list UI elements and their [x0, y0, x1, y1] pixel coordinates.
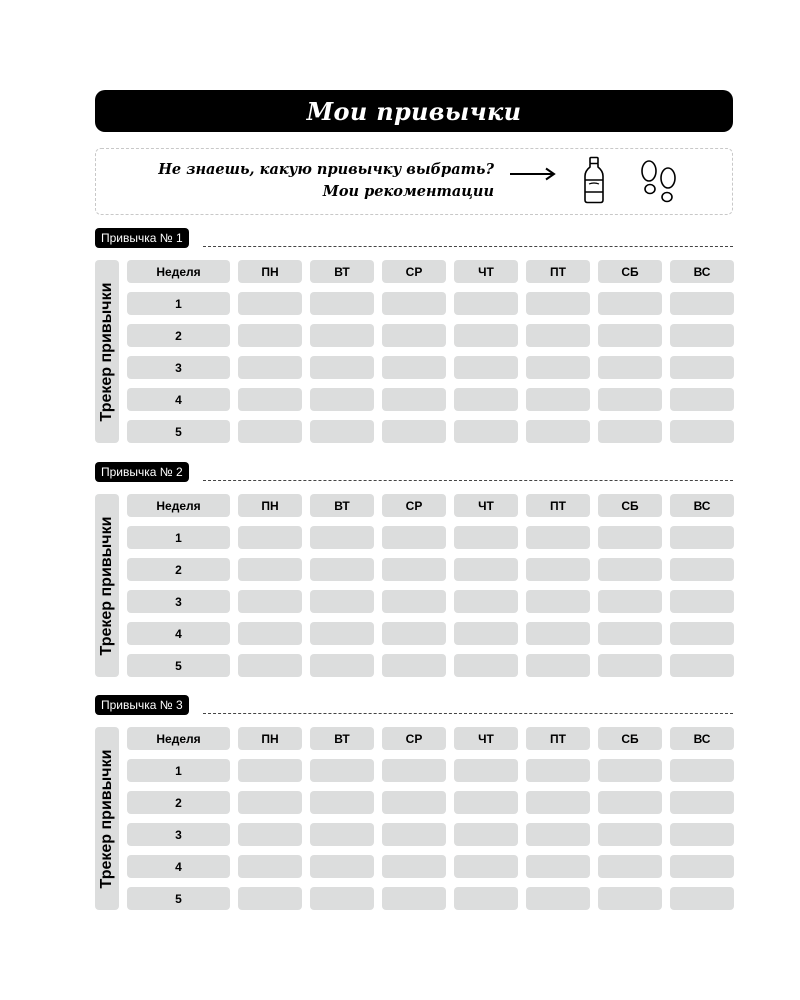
- recommendation-text: [158, 159, 494, 203]
- day-header: СР: [382, 494, 446, 517]
- day-header: ПТ: [526, 260, 590, 283]
- tracker-side-label: Трекер привычки: [95, 727, 119, 910]
- tracker-cell[interactable]: [454, 654, 518, 677]
- day-header: ВТ: [310, 260, 374, 283]
- tracker-cell[interactable]: [310, 887, 374, 910]
- tracker-cell[interactable]: [238, 420, 302, 443]
- tracker-cell[interactable]: [598, 324, 662, 347]
- tracker-cell[interactable]: [526, 292, 590, 315]
- tracker-cell[interactable]: [454, 887, 518, 910]
- tracker-cell[interactable]: [598, 622, 662, 645]
- week-number: 2: [127, 324, 230, 347]
- tracker-cell[interactable]: [526, 887, 590, 910]
- tracker-cell[interactable]: [526, 388, 590, 411]
- tracker-cell[interactable]: [526, 356, 590, 379]
- tracker-cell[interactable]: [454, 791, 518, 814]
- tracker-cell[interactable]: [454, 622, 518, 645]
- tracker-cell[interactable]: [454, 324, 518, 347]
- week-number: 3: [127, 590, 230, 613]
- tracker-cell[interactable]: [310, 292, 374, 315]
- tracker-cell[interactable]: [670, 292, 734, 315]
- tracker-cell[interactable]: [598, 558, 662, 581]
- tracker-cell[interactable]: [454, 855, 518, 878]
- week-number: 1: [127, 759, 230, 782]
- tracker-cell[interactable]: [526, 526, 590, 549]
- tracker-cell[interactable]: [238, 356, 302, 379]
- tracker-cell[interactable]: [382, 791, 446, 814]
- week-number: 3: [127, 356, 230, 379]
- day-header: ВС: [670, 494, 734, 517]
- tracker-cell[interactable]: [670, 622, 734, 645]
- tracker-cell[interactable]: [310, 388, 374, 411]
- tracker-cell[interactable]: [526, 823, 590, 846]
- recommendation-question: Не знаешь, какую привычку выбрать?: [158, 161, 494, 178]
- day-header: ЧТ: [454, 260, 518, 283]
- day-header: ВС: [670, 727, 734, 750]
- tracker-cell[interactable]: [238, 855, 302, 878]
- tracker-cell[interactable]: [598, 292, 662, 315]
- tracker-cell[interactable]: [670, 590, 734, 613]
- tracker-cell[interactable]: [382, 622, 446, 645]
- tracker-cell[interactable]: [310, 590, 374, 613]
- tracker-cell[interactable]: [310, 420, 374, 443]
- habit-tracker-grid: [127, 494, 733, 677]
- tracker-cell[interactable]: [382, 420, 446, 443]
- dashed-divider: [203, 480, 733, 481]
- tracker-cell[interactable]: [670, 887, 734, 910]
- day-header: СР: [382, 260, 446, 283]
- dashed-divider: [203, 713, 733, 714]
- habit-tracker-grid: [127, 260, 733, 443]
- bottle-icon: [583, 156, 605, 204]
- tracker-cell[interactable]: [526, 855, 590, 878]
- tracker-cell[interactable]: [670, 356, 734, 379]
- tracker-cell[interactable]: [238, 823, 302, 846]
- dashed-divider: [203, 246, 733, 247]
- tracker-cell[interactable]: [598, 759, 662, 782]
- tracker-cell[interactable]: [670, 791, 734, 814]
- week-number: 3: [127, 823, 230, 846]
- tracker-cell[interactable]: [598, 654, 662, 677]
- tracker-cell[interactable]: [454, 356, 518, 379]
- tracker-cell[interactable]: [382, 823, 446, 846]
- week-number: 4: [127, 622, 230, 645]
- tracker-cell[interactable]: [598, 388, 662, 411]
- tracker-cell[interactable]: [382, 356, 446, 379]
- week-column-header: Неделя: [127, 260, 230, 283]
- tracker-cell[interactable]: [310, 526, 374, 549]
- week-number: 2: [127, 791, 230, 814]
- habit-label: Привычка № 1: [95, 228, 189, 248]
- week-number: 1: [127, 292, 230, 315]
- tracker-cell[interactable]: [670, 388, 734, 411]
- tracker-cell[interactable]: [382, 526, 446, 549]
- tracker-cell[interactable]: [310, 791, 374, 814]
- tracker-cell[interactable]: [454, 292, 518, 315]
- tracker-cell[interactable]: [382, 759, 446, 782]
- tracker-cell[interactable]: [310, 622, 374, 645]
- tracker-cell[interactable]: [382, 887, 446, 910]
- day-header: СБ: [598, 260, 662, 283]
- tracker-cell[interactable]: [238, 292, 302, 315]
- tracker-cell[interactable]: [454, 526, 518, 549]
- tracker-cell[interactable]: [670, 558, 734, 581]
- week-number: 5: [127, 420, 230, 443]
- week-number: 4: [127, 855, 230, 878]
- day-header: ПН: [238, 260, 302, 283]
- tracker-side-label: Трекер привычки: [95, 260, 119, 443]
- tracker-cell[interactable]: [310, 324, 374, 347]
- tracker-cell[interactable]: [526, 420, 590, 443]
- day-header: ЧТ: [454, 727, 518, 750]
- habit-tracker-grid: [127, 727, 733, 910]
- tracker-cell[interactable]: [670, 526, 734, 549]
- tracker-cell[interactable]: [238, 887, 302, 910]
- tracker-cell[interactable]: [526, 654, 590, 677]
- week-number: 4: [127, 388, 230, 411]
- tracker-cell[interactable]: [238, 558, 302, 581]
- habit-section-1: [95, 228, 733, 443]
- tracker-cell[interactable]: [238, 791, 302, 814]
- tracker-cell[interactable]: [454, 759, 518, 782]
- habit-label: Привычка № 2: [95, 462, 189, 482]
- tracker-cell[interactable]: [526, 791, 590, 814]
- tracker-cell[interactable]: [526, 759, 590, 782]
- tracker-cell[interactable]: [238, 622, 302, 645]
- tracker-cell[interactable]: [670, 855, 734, 878]
- tracker-cell[interactable]: [670, 759, 734, 782]
- tracker-cell[interactable]: [670, 324, 734, 347]
- tracker-cell[interactable]: [238, 759, 302, 782]
- week-column-header: Неделя: [127, 727, 230, 750]
- tracker-cell[interactable]: [598, 887, 662, 910]
- page-title: Мои привычки: [306, 96, 522, 126]
- day-header: СБ: [598, 494, 662, 517]
- day-header: ВС: [670, 260, 734, 283]
- tracker-cell[interactable]: [454, 420, 518, 443]
- day-header: СБ: [598, 727, 662, 750]
- habit-section-3: [95, 695, 733, 910]
- tracker-cell[interactable]: [382, 558, 446, 581]
- tracker-cell[interactable]: [310, 356, 374, 379]
- tracker-cell[interactable]: [454, 388, 518, 411]
- tracker-cell[interactable]: [526, 324, 590, 347]
- tracker-cell[interactable]: [382, 292, 446, 315]
- tracker-cell[interactable]: [454, 590, 518, 613]
- tracker-cell[interactable]: [670, 823, 734, 846]
- day-header: ПТ: [526, 727, 590, 750]
- week-number: 5: [127, 654, 230, 677]
- recommendation-box[interactable]: [95, 148, 733, 215]
- day-header: ПН: [238, 727, 302, 750]
- tracker-cell[interactable]: [238, 654, 302, 677]
- page-title-bar: [95, 90, 733, 132]
- day-header: ПТ: [526, 494, 590, 517]
- tracker-cell[interactable]: [598, 356, 662, 379]
- tracker-cell[interactable]: [598, 526, 662, 549]
- tracker-cell[interactable]: [598, 590, 662, 613]
- tracker-cell[interactable]: [670, 420, 734, 443]
- arrow-right-icon: [509, 167, 557, 181]
- tracker-cell[interactable]: [598, 823, 662, 846]
- tracker-cell[interactable]: [310, 759, 374, 782]
- tracker-cell[interactable]: [382, 388, 446, 411]
- tracker-cell[interactable]: [526, 590, 590, 613]
- tracker-cell[interactable]: [238, 324, 302, 347]
- tracker-cell[interactable]: [382, 855, 446, 878]
- recommendation-link[interactable]: Мои рекоментации: [322, 183, 494, 200]
- tracker-cell[interactable]: [238, 526, 302, 549]
- day-header: ПН: [238, 494, 302, 517]
- tracker-cell[interactable]: [382, 654, 446, 677]
- day-header: ВТ: [310, 494, 374, 517]
- tracker-cell[interactable]: [310, 654, 374, 677]
- tracker-cell[interactable]: [310, 823, 374, 846]
- tracker-cell[interactable]: [382, 324, 446, 347]
- tracker-side-label: Трекер привычки: [95, 494, 119, 677]
- day-header: СР: [382, 727, 446, 750]
- tracker-cell[interactable]: [310, 558, 374, 581]
- tracker-cell[interactable]: [598, 791, 662, 814]
- footprints-icon: [639, 159, 681, 207]
- day-header: ВТ: [310, 727, 374, 750]
- week-number: 1: [127, 526, 230, 549]
- week-column-header: Неделя: [127, 494, 230, 517]
- habit-section-2: [95, 462, 733, 677]
- tracker-cell[interactable]: [598, 855, 662, 878]
- tracker-cell[interactable]: [238, 590, 302, 613]
- tracker-cell[interactable]: [526, 558, 590, 581]
- tracker-cell[interactable]: [382, 590, 446, 613]
- tracker-cell[interactable]: [454, 558, 518, 581]
- day-header: ЧТ: [454, 494, 518, 517]
- tracker-cell[interactable]: [670, 654, 734, 677]
- tracker-cell[interactable]: [454, 823, 518, 846]
- week-number: 5: [127, 887, 230, 910]
- week-number: 2: [127, 558, 230, 581]
- habit-label: Привычка № 3: [95, 695, 189, 715]
- tracker-cell[interactable]: [526, 622, 590, 645]
- tracker-cell[interactable]: [310, 855, 374, 878]
- tracker-cell[interactable]: [598, 420, 662, 443]
- tracker-cell[interactable]: [238, 388, 302, 411]
